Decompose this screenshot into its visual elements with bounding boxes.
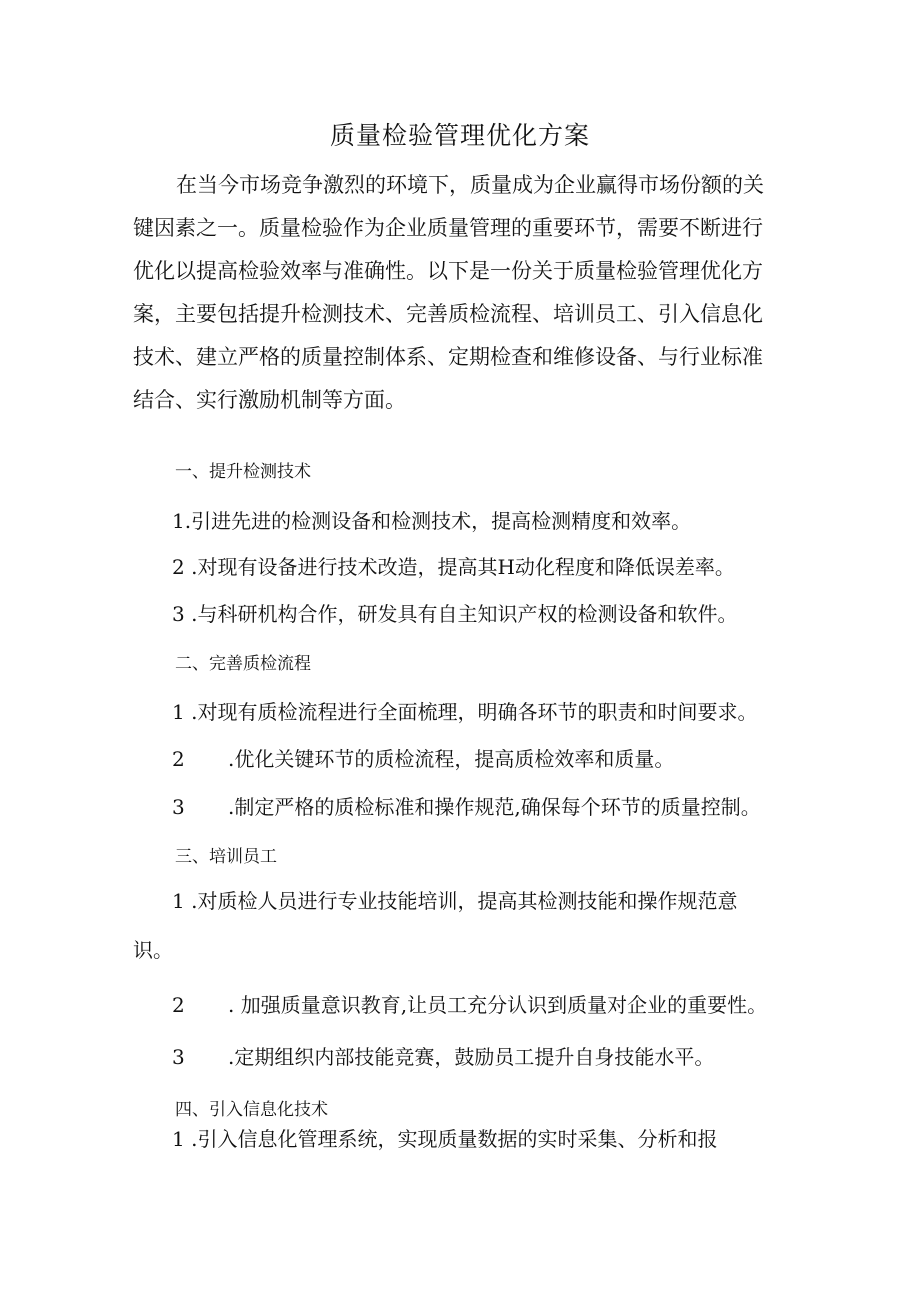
- item-number: 1.: [172, 509, 192, 533]
- section-heading: 三、培训员工: [175, 847, 277, 867]
- intro-line: 在当今市场竞争激烈的环境下，质量成为企业赢得市场份额的关: [176, 173, 764, 197]
- section-heading: 二、完善质检流程: [175, 654, 311, 674]
- item-text: .对现有设备进行技术改造，提高其H动化程度和降低误差率。: [184, 555, 735, 579]
- item-text: . 加强质量意识教育,让员工充分认识到质量对企业的重要性。: [228, 993, 768, 1017]
- section-heading: 四、引入信息化技术: [175, 1100, 328, 1120]
- item-number: 2: [172, 555, 185, 579]
- list-item: [172, 792, 761, 822]
- list-item: [172, 599, 737, 629]
- intro-line: 技术、建立严格的质量控制体系、定期检查和维修设备、与行业标准: [133, 345, 763, 369]
- list-item: [172, 552, 735, 582]
- item-number: 3: [172, 1045, 185, 1069]
- section-heading: 一、提升检测技术: [175, 462, 311, 482]
- item-text: .对现有质检流程进行全面梳理，明确各环节的职责和时间要求。: [184, 700, 758, 724]
- item-text: .引入信息化管理系统，实现质量数据的实时采集、分析和报: [184, 1127, 718, 1151]
- list-item: [172, 1124, 717, 1154]
- item-number: 1: [172, 889, 185, 913]
- list-item: [172, 886, 737, 916]
- item-text: .定期组织内部技能竞赛，鼓励员工提升自身技能水平。: [228, 1045, 715, 1069]
- item-number: 3: [172, 795, 185, 819]
- list-item: [172, 990, 767, 1020]
- item-number: 2: [172, 993, 185, 1017]
- list-item: [172, 697, 757, 727]
- item-text: .制定严格的质检标准和操作规范,确保每个环节的质量控制。: [228, 795, 761, 819]
- item-number: 2: [172, 747, 185, 771]
- intro-line: 键因素之一。质量检验作为企业质量管理的重要环节，需要不断进行: [133, 216, 763, 240]
- intro-paragraph: [133, 164, 793, 422]
- list-item: [172, 506, 691, 536]
- item-text: 引进先进的检测设备和检测技术，提高检测精度和效率。: [191, 509, 692, 533]
- list-item: [172, 1042, 714, 1072]
- intro-line: 优化以提高检验效率与准确性。以下是一份关于质量检验管理优化方: [133, 259, 763, 283]
- item-number: 3: [172, 602, 185, 626]
- item-text: .与科研机构合作，研发具有自主知识产权的检测设备和软件。: [184, 602, 738, 626]
- item-text: .对质检人员进行专业技能培训，提高其检测技能和操作规范意: [184, 889, 738, 913]
- item-number: 1: [172, 700, 185, 724]
- list-item: [172, 744, 674, 774]
- item-text: .优化关键环节的质检流程，提高质检效率和质量。: [228, 747, 675, 771]
- intro-line: 案，主要包括提升检测技术、完善质检流程、培训员工、引入信息化: [133, 302, 763, 326]
- item-continuation: 识。: [133, 938, 173, 962]
- item-number: 1: [172, 1127, 185, 1151]
- intro-line: 结合、实行激励机制等方面。: [133, 388, 406, 412]
- document-title: 质量检验管理优化方案: [329, 121, 590, 150]
